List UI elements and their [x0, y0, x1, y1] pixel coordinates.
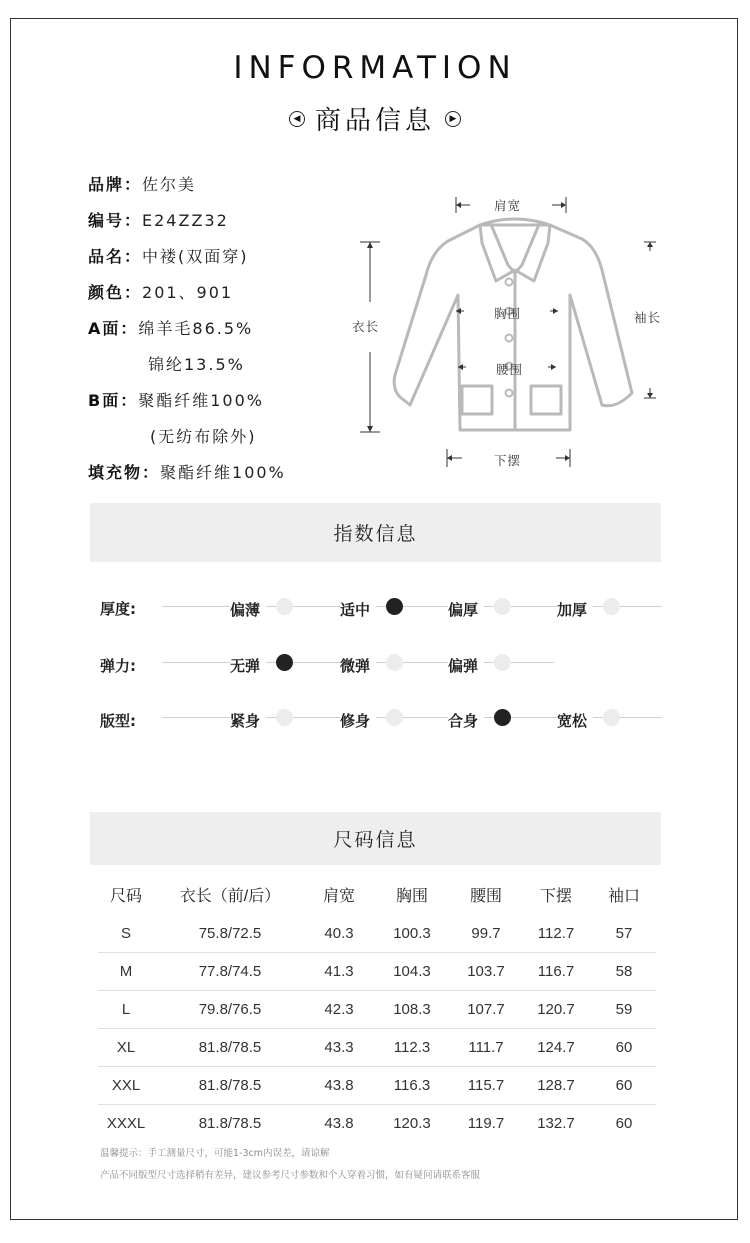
spec-side-a: A面：绵羊毛86.5%: [88, 319, 254, 338]
table-cell: 128.7: [520, 1067, 592, 1105]
table-cell: XXXL: [106, 1115, 146, 1132]
header-size: 尺码: [109, 887, 142, 905]
option-slight-stretch-dot: [386, 654, 403, 671]
option-medium: 适中: [340, 599, 376, 620]
option-thick: 偏厚: [448, 599, 484, 620]
table-cell: 58: [592, 953, 656, 991]
option-stretchy-dot: [494, 654, 511, 671]
table-cell: 111.7: [452, 1029, 520, 1067]
table-cell: 108.3: [372, 991, 452, 1029]
table-cell: 60: [615, 1115, 633, 1132]
table-cell: 119.7: [467, 1115, 505, 1132]
table-cell: 43.3: [306, 1029, 372, 1067]
table-cell: 40.3: [306, 915, 372, 953]
header-cuff: 袖口: [607, 887, 640, 905]
spec-side-b: B面：聚酯纤维100%: [88, 391, 264, 410]
table-cell: 77.8/74.5: [154, 953, 306, 991]
option-loose: 宽松: [557, 710, 593, 731]
spec-name: 品名：中褛(双面穿): [88, 247, 249, 266]
size-table: [98, 873, 656, 1142]
table-cell: 60: [592, 1067, 656, 1105]
table-cell: M: [98, 953, 154, 991]
spec-side-a-2: 锦纶13.5%: [148, 355, 245, 374]
table-cell: 60: [592, 1029, 656, 1067]
table-cell: 104.3: [372, 953, 452, 991]
option-no-stretch-dot: [276, 654, 293, 671]
size-section-title: 尺码信息: [333, 829, 418, 851]
size-table-header: [98, 873, 656, 915]
index-label-thickness: 厚度:: [100, 600, 136, 618]
table-cell: 41.3: [306, 953, 372, 991]
option-loose-dot: [603, 709, 620, 726]
table-cell: 100.3: [372, 915, 452, 953]
table-cell: 120.7: [520, 991, 592, 1029]
table-cell: 115.7: [452, 1067, 520, 1105]
option-slim: 修身: [340, 710, 376, 731]
table-row: [98, 915, 656, 953]
table-cell: S: [98, 915, 154, 953]
table-cell: 42.3: [306, 991, 372, 1029]
label-hem: 下摆: [494, 453, 522, 468]
option-stretchy: 偏弹: [448, 655, 484, 676]
table-cell: XXL: [98, 1067, 154, 1105]
table-cell: 43.8: [306, 1067, 372, 1105]
table-cell: 120.3: [393, 1115, 431, 1132]
spec-brand: 品牌：佐尔美: [88, 175, 197, 194]
option-thin: 偏薄: [230, 599, 266, 620]
option-no-stretch: 无弹: [230, 655, 266, 676]
option-regular: 合身: [448, 710, 484, 731]
table-row: [98, 1029, 656, 1067]
table-row: [98, 991, 656, 1029]
note-measurement: 温馨提示：手工测量尺寸，可能1-3cm内误差，请谅解: [100, 1148, 330, 1159]
index-label-elasticity: 弹力:: [100, 657, 136, 675]
table-cell: 124.7: [520, 1029, 592, 1067]
option-thick-dot: [494, 598, 511, 615]
header-waist: 腰围: [469, 887, 502, 905]
index-section-header: [90, 503, 661, 562]
label-sleeve: 袖长: [634, 310, 662, 325]
table-row: [98, 953, 656, 991]
table-cell: 57: [592, 915, 656, 953]
table-cell: 81.8/78.5: [154, 1029, 306, 1067]
table-cell: XL: [98, 1029, 154, 1067]
arrow-right-icon: ▶: [445, 111, 461, 127]
jacket-measurement-diagram: [340, 185, 680, 480]
option-tight-dot: [276, 709, 293, 726]
label-waist: 腰围: [496, 362, 524, 377]
table-cell: L: [98, 991, 154, 1029]
label-shoulder: 肩宽: [494, 198, 522, 213]
header-chest: 胸围: [395, 887, 428, 905]
header-shoulder: 肩宽: [322, 887, 355, 905]
title-chinese-text: 商品信息: [314, 106, 435, 136]
table-cell: 112.7: [520, 915, 592, 953]
option-extra-thick-dot: [603, 598, 620, 615]
label-length: 衣长: [352, 319, 380, 334]
table-cell: 112.3: [372, 1029, 452, 1067]
table-cell: 59: [592, 991, 656, 1029]
size-section-header: [90, 812, 661, 865]
table-row: [98, 1105, 656, 1143]
measure-lines: [360, 197, 656, 467]
jacket-outline: [394, 219, 632, 430]
table-cell: 132.7: [537, 1115, 575, 1132]
table-cell: 103.7: [452, 953, 520, 991]
spec-code: 编号：E24ZZ32: [88, 211, 229, 230]
table-cell: 81.8/78.5: [154, 1067, 306, 1105]
option-medium-dot: [386, 598, 403, 615]
option-slim-dot: [386, 709, 403, 726]
spec-color: 颜色：201、901: [88, 283, 234, 302]
index-label-fit: 版型:: [100, 712, 136, 730]
option-regular-dot: [494, 709, 511, 726]
title-english: INFORMATION: [233, 50, 517, 86]
table-row: [98, 1067, 656, 1105]
option-thin-dot: [276, 598, 293, 615]
table-cell: 75.8/72.5: [154, 915, 306, 953]
spec-side-b-2: (无纺布除外): [150, 427, 257, 446]
header-hem: 下摆: [539, 887, 572, 905]
arrow-left-icon: ◀: [289, 111, 305, 127]
table-cell: 116.3: [372, 1067, 452, 1105]
title-chinese: [0, 100, 750, 137]
table-cell: 81.8/78.5: [198, 1115, 262, 1132]
table-cell: 43.8: [324, 1115, 354, 1132]
index-section-title: 指数信息: [333, 523, 418, 545]
spec-filling: 填充物：聚酯纤维100%: [88, 463, 286, 482]
note-fit-advice: 产品不同版型尺寸选择稍有差异，建议参考尺寸参数和个人穿着习惯，如有疑问请联系客服: [100, 1170, 481, 1181]
option-extra-thick: 加厚: [557, 599, 593, 620]
table-cell: 79.8/76.5: [154, 991, 306, 1029]
option-tight: 紧身: [230, 710, 266, 731]
table-cell: 107.7: [452, 991, 520, 1029]
table-cell: 99.7: [452, 915, 520, 953]
header-length: 衣长（前/后）: [179, 887, 281, 905]
option-slight-stretch: 微弹: [340, 655, 376, 676]
jacket-buttons: [506, 279, 513, 397]
table-cell: 116.7: [520, 953, 592, 991]
label-chest: 胸围: [494, 306, 522, 321]
